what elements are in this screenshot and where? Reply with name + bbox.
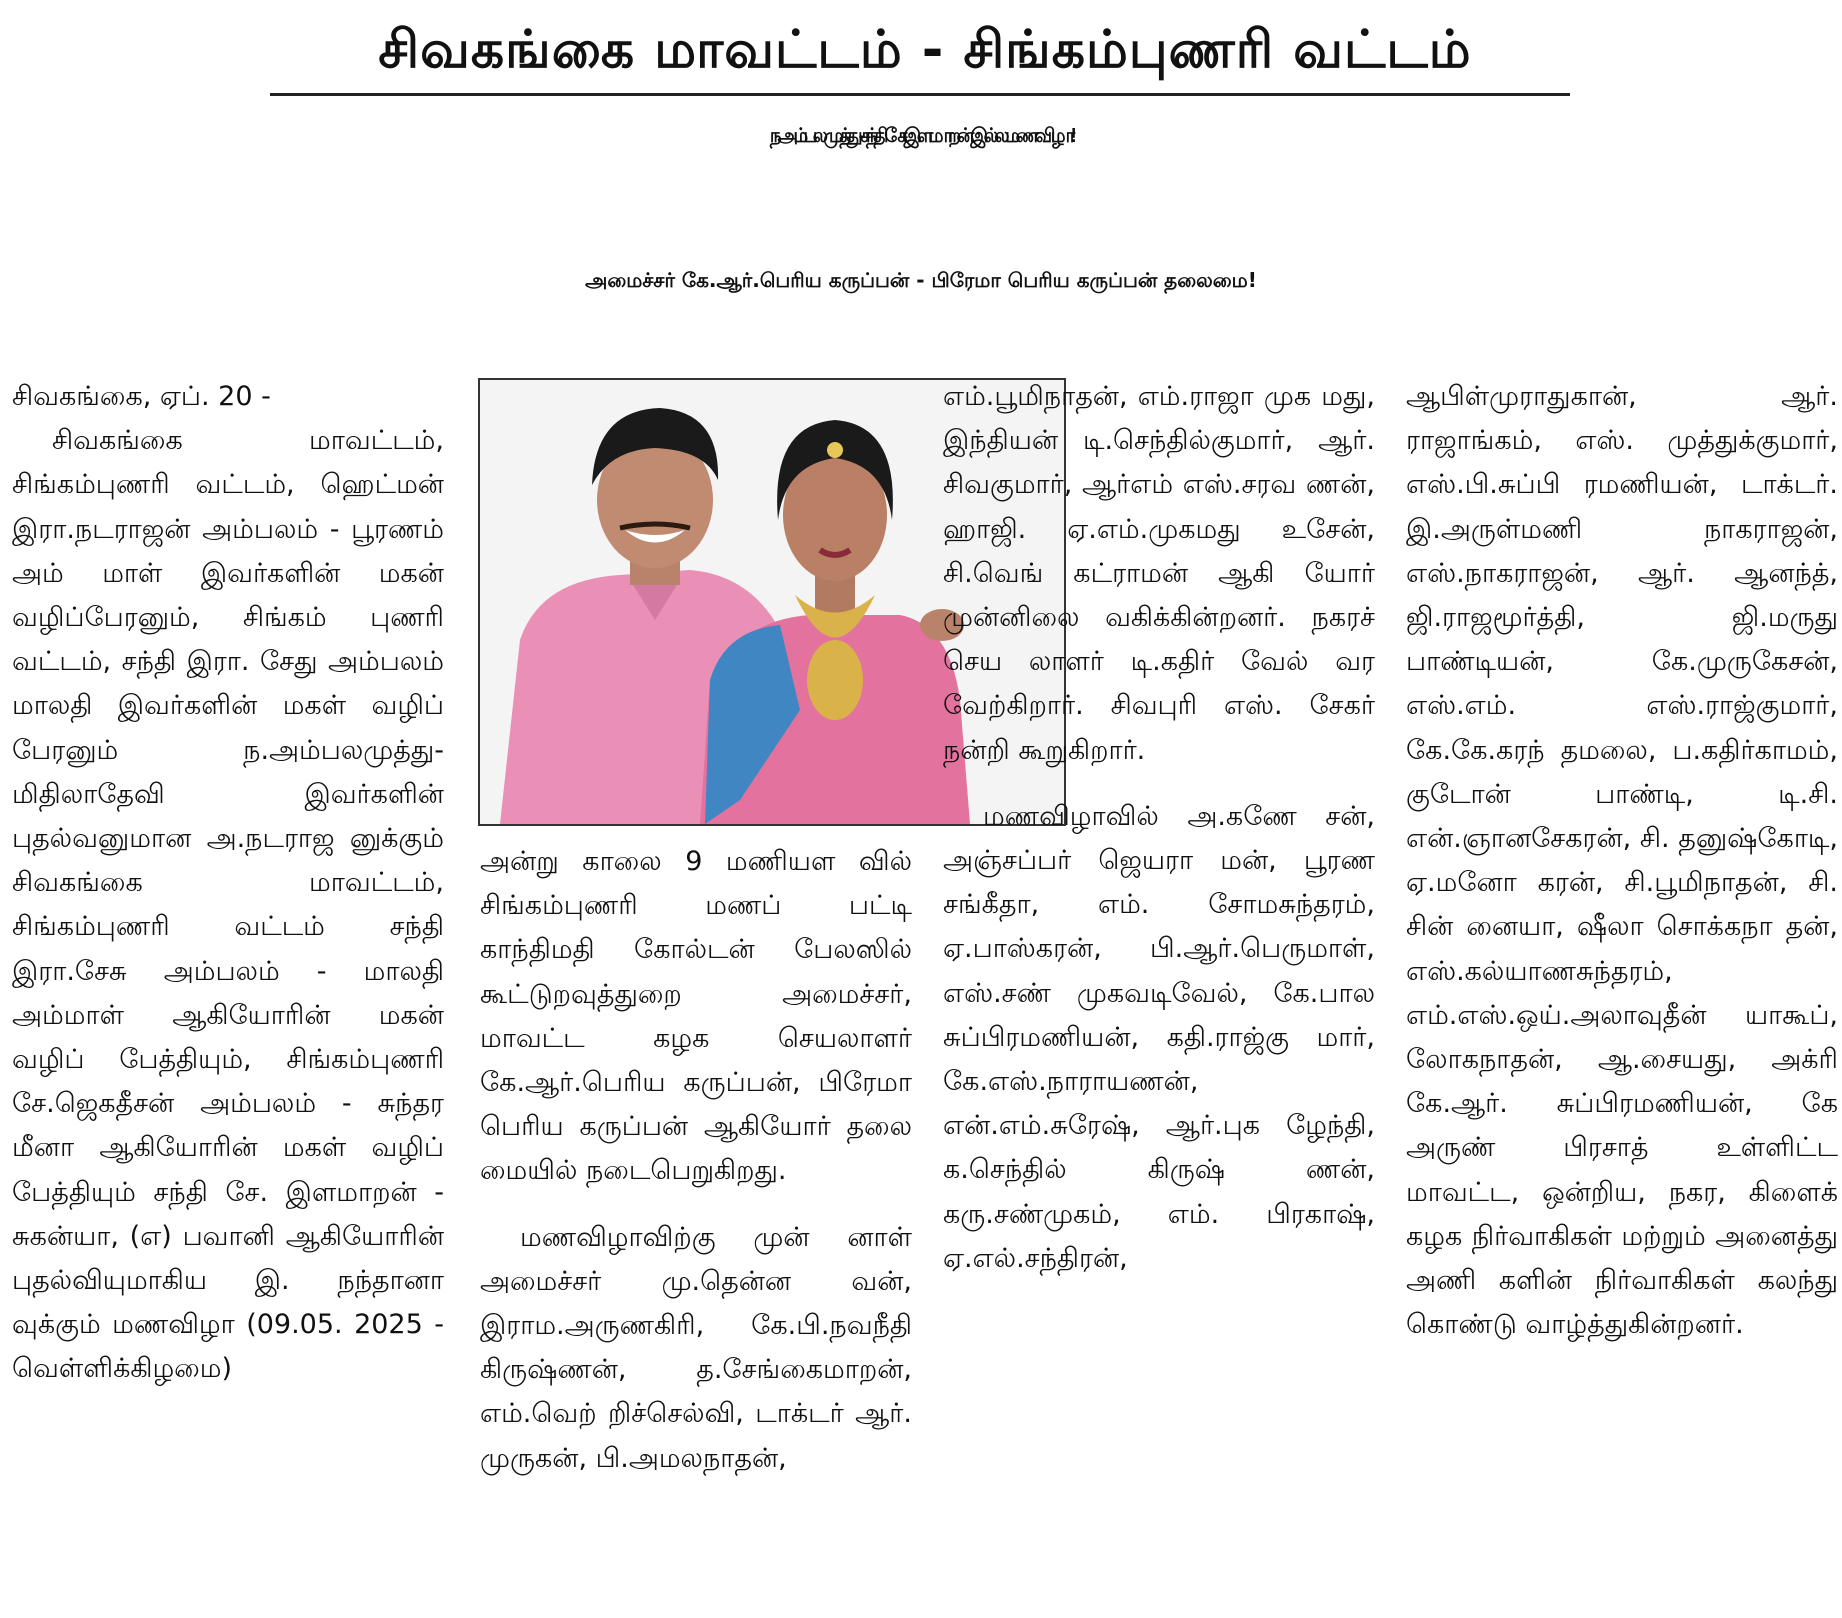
- column-3-paragraph-1: எம்.பூமிநாதன், எம்.ராஜா முக மது, இந்தியன் டி.செந்தில்குமார், ஆர். சிவகுமார், ஆர்எம் எஸ்.சரவ ணன், ஹாஜி. ஏ.எம்.முகமது உசேன், சி.வெங் கட்ராமன் ஆகி யோர் முன்னிலை வகிக்கின்றனர். நகரச் செய லாளர் டி.கதிர் வேல் வர வேற்கிறார். சிவபுரி எஸ். சேகர் நன்றி கூறுகிறார்.: [943, 381, 1375, 766]
- column-1-body: சிவகங்கை மாவட்டம், சிங்கம்புணரி வட்டம், ஹெட்மன் இரா.நடராஜன் அம்பலம் - பூரணம் அம் மாள் இவர்களின் மகன் வழிப்பேரனும், சிங்கம் புணரி வட்டம், சந்தி இரா. சேது அம்பலம் மாலதி இவர்களின் மகள் வழிப் பேரனும் ந.அம்பலமுத்து- மிதிலாதேவி இவர்களின் புதல்வனுமான அ.நடராஜ னுக்கும் சிவகங்கை மாவட்டம், சிங்கம்புணரி வட்டம் சந்தி இரா.சேசு அம்பலம் - மாலதி அம்மாள் ஆகியோரின் மகன் வழிப் பேத்தியும், சிங்கம்புணரி சே.ஜெகதீசன் அம்பலம் - சுந்தர மீனா ஆகியோரின் மகள் வழிப் பேத்தியும் சந்தி சே. இளமாறன் - சுகன்யா, (எ) பவானி ஆகியோரின் புதல்வியுமாகிய இ. நந்தானா வுக்கும் மணவிழா (09.05. 2025 - வெள்ளிக்கிழமை): [12, 425, 444, 1385]
- dateline: சிவகங்கை, ஏப். 20 -: [12, 381, 271, 412]
- column-3: [943, 375, 1375, 1281]
- kicker-location: சிவகங்கை மாவட்டம் - சிங்கம்புணரி வட்டம்: [378, 20, 1472, 80]
- column-3-paragraph-2: மணவிழாவில் அ.கணே சன், அஞ்சப்பர் ஜெயரா மன், பூரண சங்கீதா, எம். சோமசுந்தரம், ஏ.பாஸ்கரன், பி.ஆர்.பெருமாள், எஸ்.சண் முகவடிவேல், கே.பால சுப்பிரமணியன், கதி.ராஜ்கு மார், கே.எஸ்.நாராயணன், என்.எம்.சுரேஷ், ஆர்.புக ழேந்தி, க.செந்தில் கிருஷ் ணன், கரு.சண்முகம், எம். பிரகாஷ், ஏ.எல்.சந்திரன்,: [943, 800, 1375, 1274]
- headline: ந.அம்பலமுத்து - சந்தி சே.இளமாறன் இல்ல மணவிழா!: [769, 125, 1073, 147]
- column-4: [1406, 375, 1838, 1347]
- column-2-paragraph-2: மணவிழாவிற்கு முன் னாள் அமைச்சர் மு.தென்ன வன், இராம.அருணகிரி, கே.பி.நவநீதி கிருஷ்ணன், த.சேங்கைமாறன், எம்.வெற் றிச்செல்வி, டாக்டர் ஆர். முருகன், பி.அமலநாதன்,: [480, 1221, 912, 1474]
- column-2: [480, 840, 912, 1481]
- subheadline: அமைச்சர் கே.ஆர்.பெரிய கருப்பன் - பிரேமா பெரிய கருப்பன் தலைமை!: [585, 268, 1257, 292]
- column-2-paragraph-1: அன்று காலை 9 மணியள வில் சிங்கம்புணரி மணப் பட்டி காந்திமதி கோல்டன் பேலஸில் கூட்டுறவுத்துறை அமைச்சர், மாவட்ட கழக செயலாளர் கே.ஆர்.பெரிய கருப்பன், பிரேமா பெரிய கருப்பன் ஆகியோர் தலை மையில் நடைபெறுகிறது.: [480, 846, 912, 1187]
- column-1: [12, 375, 444, 1392]
- column-4-body: ஆபிள்முராதுகான், ஆர். ராஜாங்கம், எஸ். முத்துக்குமார், எஸ்.பி.சுப்பி ரமணியன், டாக்டர். இ.அருள்மணி நாகராஜன், எஸ்.நாகராஜன், ஆர். ஆனந்த், ஜி.ராஜமூர்த்தி, ஜி.மருது பாண்டியன், கே.முருகேசன், எஸ்.எம். எஸ்.ராஜ்குமார், கே.கே.கரந் தமலை, ப.கதிர்காமம், குடோன் பாண்டி, டி.சி. என்.ஞானசேகரன், சி. தனுஷ்கோடி, ஏ.மனோ கரன், சி.பூமிநாதன், சி. சின் னையா, ஷீலா சொக்கநா தன், எஸ்.கல்யாணசுந்தரம், எம்.எஸ்.ஒய்.அலாவுதீன் யாகூப், லோகநாதன், ஆ.சையது, அக்ரி கே.ஆர். சுப்பிரமணியன், கே அருண் பிரசாத் உள்ளிட்ட மாவட்ட, ஒன்றிய, நகர, கிளைக் கழக நிர்வாகிகள் மற்றும் அனைத்து அணி களின் நிர்வாகிகள் கலந்து கொண்டு வாழ்த்துகின்றனர்.: [1406, 381, 1838, 1341]
- kicker-rule: [270, 93, 1570, 96]
